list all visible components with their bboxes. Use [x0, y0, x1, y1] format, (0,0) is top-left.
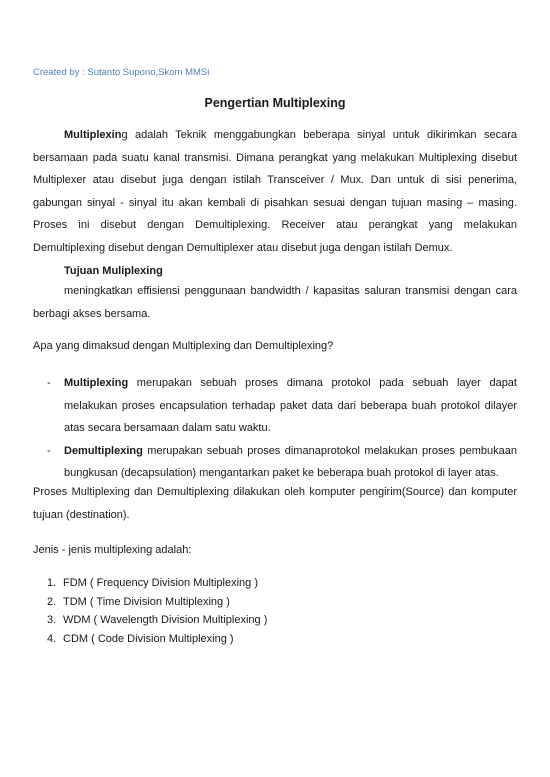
- tujuan-heading: Tujuan Muliplexing: [64, 265, 163, 277]
- list-item-text: CDM ( Code Division Multiplexing ): [63, 632, 234, 645]
- list-bullet: -: [47, 377, 51, 389]
- list-item: [47, 574, 267, 593]
- list-item: [47, 611, 267, 630]
- jenis-list: [47, 574, 267, 648]
- definition-list: [47, 372, 517, 485]
- process-paragraph: Proses Multiplexing dan Demultiplexing dilakukan oleh komputer pengirim(Source) dan komputer tujuan (destination).: [33, 486, 517, 521]
- definition-term: Multiplexing: [64, 377, 129, 389]
- list-item-text: FDM ( Frequency Division Multiplexing ): [63, 577, 258, 589]
- list-item: [47, 630, 267, 649]
- definition-text: merupakan sebuah proses dimanaprotokol melakukan proses pembukaan bungkusan (decapsulation) mengantarkan paket ke beberapa buah protokol di layer atas.: [64, 444, 517, 480]
- list-number: 1.: [47, 577, 57, 589]
- definition-term: Demultiplexing: [64, 444, 143, 457]
- intro-lead-bold: Multiplexin: [64, 129, 122, 141]
- list-item-text: WDM ( Wavelength Division Multiplexing ): [63, 614, 268, 626]
- tujuan-paragraph: meningkatkan effisiensi penggunaan bandwidth / kapasitas saluran transmisi dengan cara berbagi akses bersama.: [33, 285, 517, 320]
- list-bullet: -: [47, 444, 51, 457]
- jenis-heading: Jenis - jenis multiplexing adalah:: [33, 544, 192, 556]
- list-number: 3.: [47, 614, 57, 626]
- list-item-text: TDM ( Time Division Multiplexing ): [63, 595, 230, 608]
- list-number: 2.: [47, 595, 57, 608]
- intro-paragraph: [33, 124, 517, 260]
- list-item: [47, 593, 267, 612]
- list-item: [47, 440, 517, 485]
- list-number: 4.: [47, 632, 57, 645]
- page-title: Pengertian Multiplexing: [204, 96, 346, 110]
- document-header: Created by : Sutanto Supono,Skom MMSi: [33, 67, 210, 78]
- question-text: Apa yang dimaksud dengan Multiplexing dan Demultiplexing?: [33, 340, 334, 352]
- intro-lead-rest: g adalah Teknik menggabungkan beberapa sinyal untuk dikirimkan secara bersamaan pada suatu kanal transmisi. Dimana perangkat yang melakukan Multiplexing disebut Multiplexer atau disebut juga dengan istilah Transceiver / Mux. Dan untuk di sisi penerima, gabungan sinyal - sinyal itu akan kembali di pisahkan sesuai dengan tujuan masing – masing. Proses ini disebut dengan Demultiplexing. Receiver atau perangkat yang melakukan Demultiplexing disebut dengan Demultiplexer atau disebut juga dengan istilah Demux.: [33, 129, 517, 254]
- list-item: [47, 372, 517, 440]
- definition-text: merupakan sebuah proses dimana protokol pada sebuah layer dapat melakukan proses encapsulation terhadap paket data dari beberapa buah protokol dilayer atas secara bersamaan dalam satu waktu.: [64, 377, 517, 435]
